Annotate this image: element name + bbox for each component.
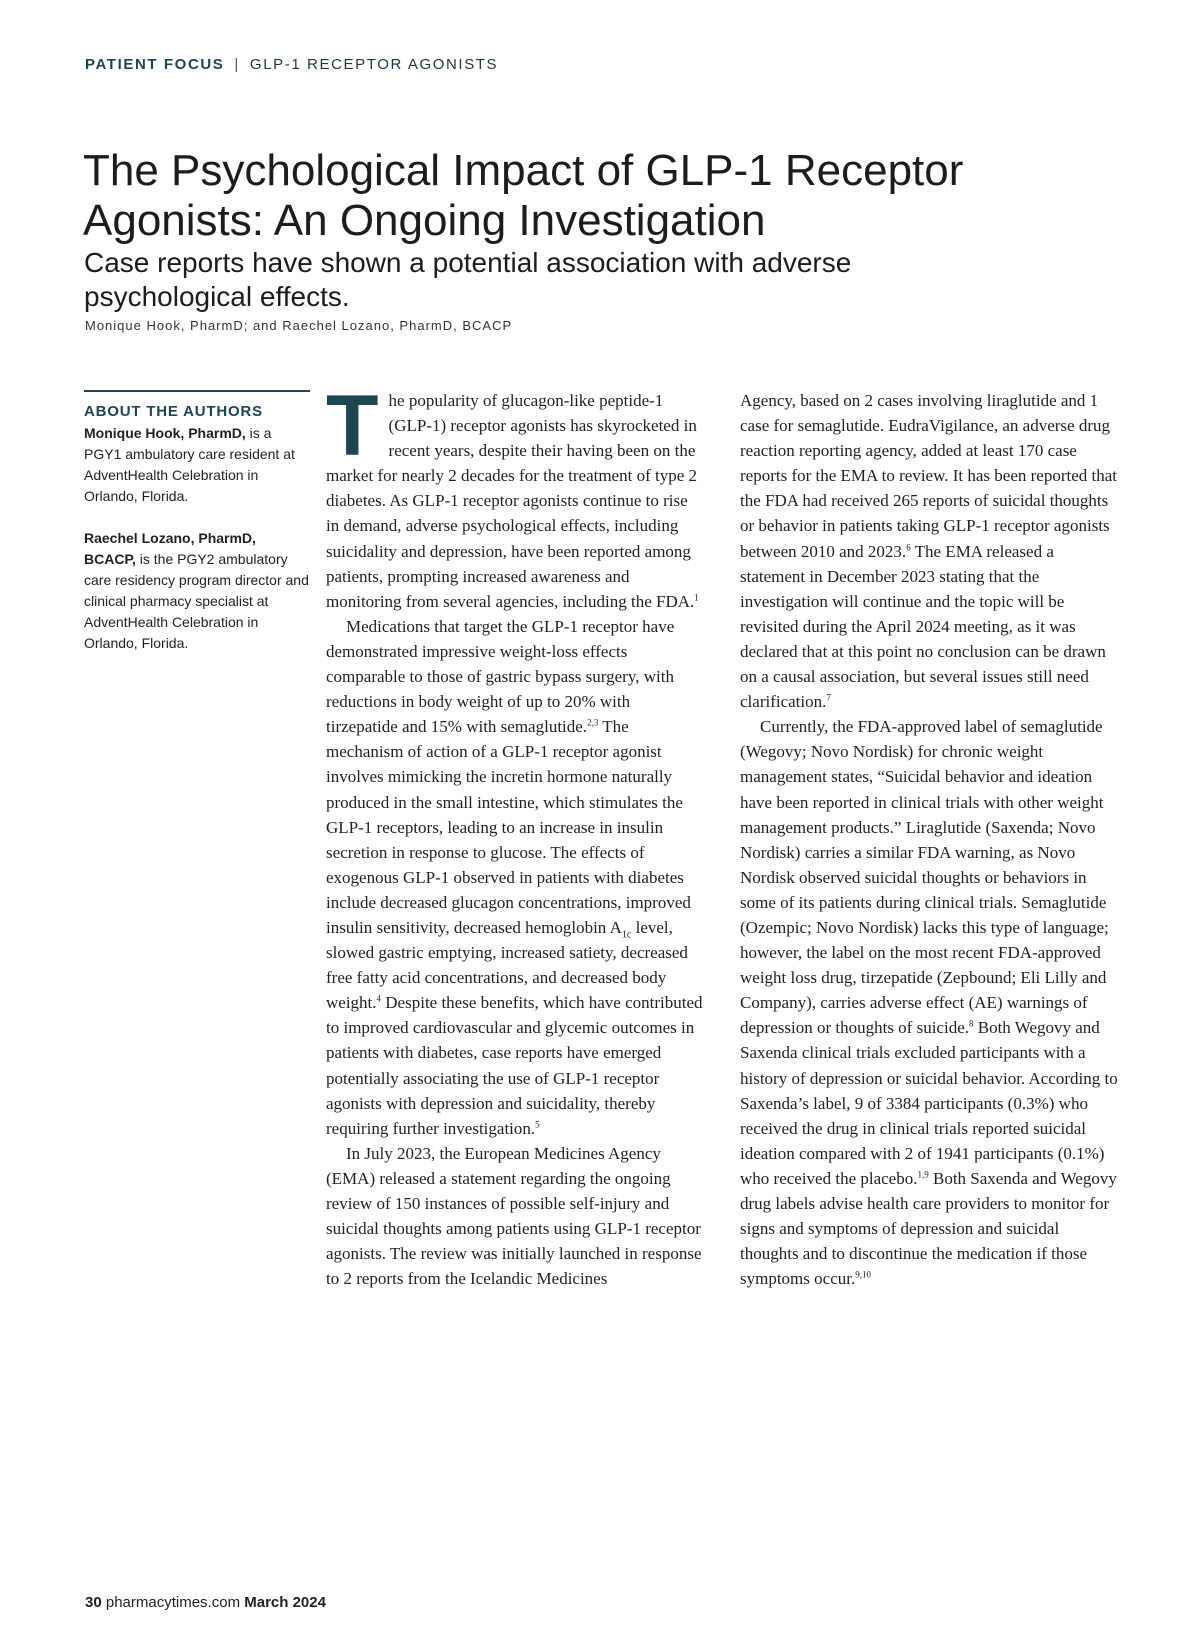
- body-paragraph-3-start: In July 2023, the European Medicines Agency (EMA) released a statement regarding the ongoing review of 150 instances of possible self-injury and suicidal thoughts among patients using GLP-1 receptor agonists. The review was initially launched in response to 2 reports from the Icelandic Medicines: [326, 1143, 702, 1289]
- paragraph-text: Both Wegovy and Saxenda clinical trials excluded participants with a history of depression or suicidal behavior. According to Saxenda’s label, 9 of 3384 participants (0.3%) who received the drug in clinical trials reported suicidal ideation compared with 2 of 1941 participants (0.1%) who received the placebo.: [740, 1018, 1118, 1188]
- author-1-description: is a PGY1 ambulatory care resident at AdventHealth Celebration in Orlando, Florida.: [84, 425, 295, 504]
- section-label: PATIENT FOCUS: [85, 56, 225, 73]
- reference-superscript: 1,9: [917, 1169, 929, 1180]
- body-paragraph-3-continued: Agency, based on 2 cases involving liraglutide and 1 case for semaglutide. EudraVigilance, an adverse drug reaction reporting agency, added at least 170 case reports for the EMA to review. It has been reported that the FDA had received 265 reports of suicidal thoughts or behavior in patients taking GLP-1 receptor agonists between 2010 and 2023.$^6$ The EMA released a statement in December 2023 stating that the investigation will continue and the topic will be revisited during the April 2024 meeting, as it was declared that at this point no conclusion can be drawn on a causal association, but several issues still need clarification.$^7$: [740, 391, 1118, 712]
- reference-superscript: 8: [969, 1018, 974, 1029]
- page-number: 30: [85, 1594, 102, 1611]
- reference-superscript: 1: [694, 592, 699, 603]
- drop-cap: T: [326, 378, 379, 474]
- reference-superscript: 4: [376, 993, 382, 1004]
- about-the-authors-sidebar: [84, 390, 310, 675]
- author-2-bio: [84, 528, 310, 654]
- paragraph-text: Despite these benefits, which have contributed to improved cardiovascular and glycemic outcomes in patients with diabetes, case reports have emerged potentially associating the use of GLP-1 receptor agonists with depression and suicidality, thereby requiring further investigation.: [326, 993, 703, 1138]
- footer-issue: March 2024: [244, 1594, 326, 1611]
- header-separator: |: [234, 56, 240, 73]
- paragraph-text: The EMA released a statement in December 2023 stating that the investigation will continue and the topic will be revisited during the April 2024 meeting, as it was declared that at this point no conclusion can be drawn on a causal association, but several issues still need clarification.: [740, 541, 1106, 712]
- article-subtitle: Case reports have shown a potential association with adverse psychological effects.: [84, 247, 852, 312]
- paragraph-text: Currently, the FDA-approved label of semaglutide (Wegovy; Novo Nordisk) for chronic weight management states, “Suicidal behavior and ideation have been reported in clinical trials with other weight management products.” Liraglutide (Saxenda; Novo Nordisk) carries a similar FDA warning, as Novo Nordisk observed suicidal thoughts or behaviors in some of its patients during clinical trials. Semaglutide (Ozempic; Novo Nordisk) lacks this type of language; however, the label on the most recent FDA-approved weight loss drug, tirzepatide (Zepbound; Eli Lilly and Company), carries adverse effect (AE) warnings of depression or thoughts of suicide.: [740, 717, 1109, 1038]
- author-2-name: Raechel Lozano, PharmD, BCACP,: [84, 530, 256, 567]
- reference-superscript: 6: [906, 541, 911, 552]
- sidebar-heading: ABOUT THE AUTHORS: [84, 403, 263, 420]
- author-1-bio: [84, 423, 310, 507]
- reference-superscript: 2,3: [587, 717, 599, 728]
- body-column-2: [740, 388, 1118, 1291]
- section-topic: GLP-1 RECEPTOR AGONISTS: [249, 56, 499, 73]
- subscript: 1c: [621, 929, 632, 941]
- body-column-1: [326, 378, 704, 1291]
- paragraph-text: The mechanism of action of a GLP-1 receptor agonist involves mimicking the incretin hormone naturally produced in the small intestine, which stimulates the GLP-1 receptors, leading to an increase in insulin secretion in response to glucose. The effects of exogenous GLP-1 observed in patients with diabetes include decreased glucagon concentrations, improved insulin sensitivity, decreased hemoglobin A: [326, 717, 691, 937]
- page-footer: [85, 1594, 326, 1611]
- author-2-description: is the PGY2 ambulatory care residency program director and clinical pharmacy specialist at AdventHealth Celebration in Orlando, Florida.: [84, 551, 309, 651]
- body-paragraph-4: [740, 714, 1118, 1291]
- paragraph-text: Both Saxenda and Wegovy drug labels advise health care providers to monitor for signs and symptoms of depression and suicidal thoughts and to discontinue the medication if those symptoms occur.: [740, 1168, 1117, 1289]
- footer-site: pharmacytimes.com: [105, 1594, 241, 1611]
- reference-superscript: 5: [535, 1119, 540, 1130]
- paragraph-text: Medications that target the GLP-1 receptor have demonstrated impressive weight-loss effects comparable to those of gastric bypass surgery, with reductions in body weight of up to 20% with tirzepatide and 15% with semaglutide.: [326, 616, 675, 737]
- body-paragraph-2: [326, 614, 704, 1141]
- reference-superscript: 9,10: [855, 1269, 871, 1280]
- paragraph-text: he popularity of glucagon-like peptide-1 (GLP-1) receptor agonists has skyrocketed in recent years, despite their having been on the market for nearly 2 decades for the treatment of type 2 diabetes. As GLP-1 receptor agonists continue to rise in demand, adverse psychological effects, including suicidality and depression, have been reported among patients, prompting increased awareness and monitoring from several agencies, including the FDA.: [326, 391, 698, 611]
- body-paragraph-1: [326, 378, 704, 614]
- reference-superscript: 7: [826, 692, 831, 703]
- article-byline: Monique Hook, PharmD; and Raechel Lozano, PharmD, BCACP: [85, 318, 513, 333]
- article-title: The Psychological Impact of GLP-1 Receptor Agonists: An Ongoing Investigation: [83, 146, 964, 245]
- paragraph-text: level, slowed gastric emptying, increased satiety, decreased free fatty acid concentrations, and decreased body weight.: [326, 917, 688, 1013]
- author-1-name: Monique Hook, PharmD,: [84, 425, 246, 441]
- section-header: [85, 56, 498, 73]
